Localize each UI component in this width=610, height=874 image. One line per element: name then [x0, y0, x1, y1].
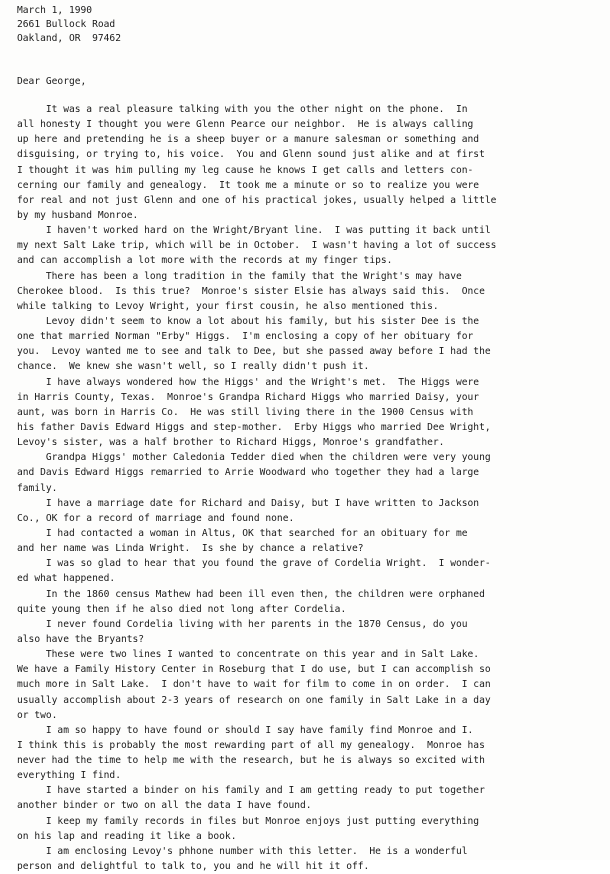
body-line: on his lap and reading it like a book.: [17, 830, 237, 842]
body-line: These were two lines I wanted to concentrate on this year and in Salt Lake.: [17, 649, 480, 660]
body-line: one that married Norman "Erby" Higgs. I'm enclosing a copy of her obituary for: [17, 331, 474, 343]
city-address: Oakland, OR 97462: [17, 33, 121, 44]
body-line: I never found Cordelia living with her parents in the 1870 Census, do you: [17, 618, 468, 630]
body-line: up here and pretending he is a sheep buyer or a manure salesman or something and: [17, 134, 480, 146]
body-line: quite young then if he also died not long after Cordelia.: [17, 603, 347, 615]
body-line: everything I find.: [17, 770, 121, 782]
body-line: I think this is probably the most rewarding part of all my genealogy. Monroe has: [17, 739, 485, 751]
body-line: I was so glad to hear that you found the grave of Cordelia Wright. I wonder-: [17, 558, 491, 570]
body-line: Levoy didn't seem to know a lot about his family, but his sister Dee is the: [17, 316, 480, 327]
body-line: or two.: [17, 709, 58, 721]
body-line: Levoy's sister, was a half brother to Richard Higgs, Monroe's grandfather.: [17, 437, 445, 449]
body-line: I have always wondered how the Higgs' and the Wright's met. The Higgs were: [17, 376, 480, 388]
body-line: family.: [17, 482, 58, 494]
body-line: I have a marriage date for Richard and Daisy, but I have written to Jackson: [17, 497, 480, 509]
body-line: chance. We knew she wasn't well, so I really didn't push it.: [17, 361, 370, 373]
body-line: much more in Salt Lake. I don't have to wait for film to come in on order. I can: [17, 679, 491, 691]
body-line: Grandpa Higgs' mother Caledonia Tedder died when the children were very young: [17, 452, 491, 464]
date-line: March 1, 1990: [17, 5, 93, 16]
body-line: while talking to Levoy Wright, your first cousin, he also mentioned this.: [17, 300, 439, 312]
body-line: In the 1860 census Mathew had been ill even then, the children were orphaned: [17, 588, 485, 600]
body-line: another binder or two on all the data I have found.: [17, 800, 312, 812]
body-line: cerning our family and genealogy. It took me a minute or so to realize you were: [17, 179, 480, 191]
body-line: by my husband Monroe.: [17, 210, 139, 221]
body-line: I had contacted a woman in Altus, OK that searched for an obituary for me: [17, 527, 468, 539]
body-line: his father Davis Edward Higgs and step-mother. Erby Higgs who married Dee Wright,: [17, 421, 491, 433]
body-line: in Harris County, Texas. Monroe's Grandpa Richard Higgs who married Daisy, your: [17, 391, 480, 403]
body-line: for real and not just Glenn and one of his practical jokes, usually helped a little: [17, 194, 497, 206]
body-line: and Davis Edward Higgs remarried to Arrie Woodward who together they had a large: [17, 467, 480, 479]
body-line: all honesty I thought you were Glenn Pearce our neighbor. He is always calling: [17, 119, 474, 131]
body-line: you. Levoy wanted me to see and talk to Dee, but she passed away before I had the: [17, 346, 491, 358]
body-line: I haven't worked hard on the Wright/Bryant line. I was putting it back until: [17, 225, 491, 237]
body-line: my next Salt Lake trip, which will be in October. I wasn't having a lot of success: [17, 240, 497, 252]
body-line: It was a real pleasure talking with you the other night on the phone. In: [17, 104, 468, 115]
body-line: disguising, or trying to, his voice. You and Glenn sound just alike and at first: [17, 149, 485, 161]
body-line: and her name was Linda Wright. Is she by chance a relative?: [17, 543, 364, 555]
body-line: There has been a long tradition in the family that the Wright's may have: [17, 270, 462, 282]
body-line: and can accomplish a lot more with the records at my finger tips.: [17, 255, 393, 267]
body-line: I have started a binder on his family and I am getting ready to put together: [17, 785, 485, 797]
street-address: 2661 Bullock Road: [17, 19, 116, 30]
body-line: aunt, was born in Harris Co. He was still living there in the 1900 Census with: [17, 406, 474, 418]
body-line: I thought it was him pulling my leg cause he knows I get calls and letters con-: [17, 164, 474, 176]
body-line: usually accomplish about 2-3 years of research on one family in Salt Lake in a day: [17, 694, 491, 706]
body-line: I keep my family records in files but Monroe enjoys just putting everything: [17, 815, 480, 827]
body-line: also have the Bryants?: [17, 633, 145, 645]
body-line: Co., OK for a record of marriage and found none.: [17, 512, 295, 524]
body-line: Cherokee blood. Is this true? Monroe's sister Elsie has always said this. Once: [17, 285, 485, 297]
body-line: We have a Family History Center in Roseburg that I do use, but I can accomplish so: [17, 664, 491, 676]
body-line: ed what happened.: [17, 573, 116, 585]
body-line: I am so happy to have found or should I say have family find Monroe and I.: [17, 724, 474, 736]
body-line: never had the time to help me with the research, but he is always so excited with: [17, 755, 485, 766]
body-line: person and delightful to talk to, you and he will hit it off.: [17, 861, 370, 872]
body-line: I am enclosing Levoy's phhone number with this letter. He is a wonderful: [17, 845, 468, 857]
salutation: Dear George,: [17, 76, 87, 87]
